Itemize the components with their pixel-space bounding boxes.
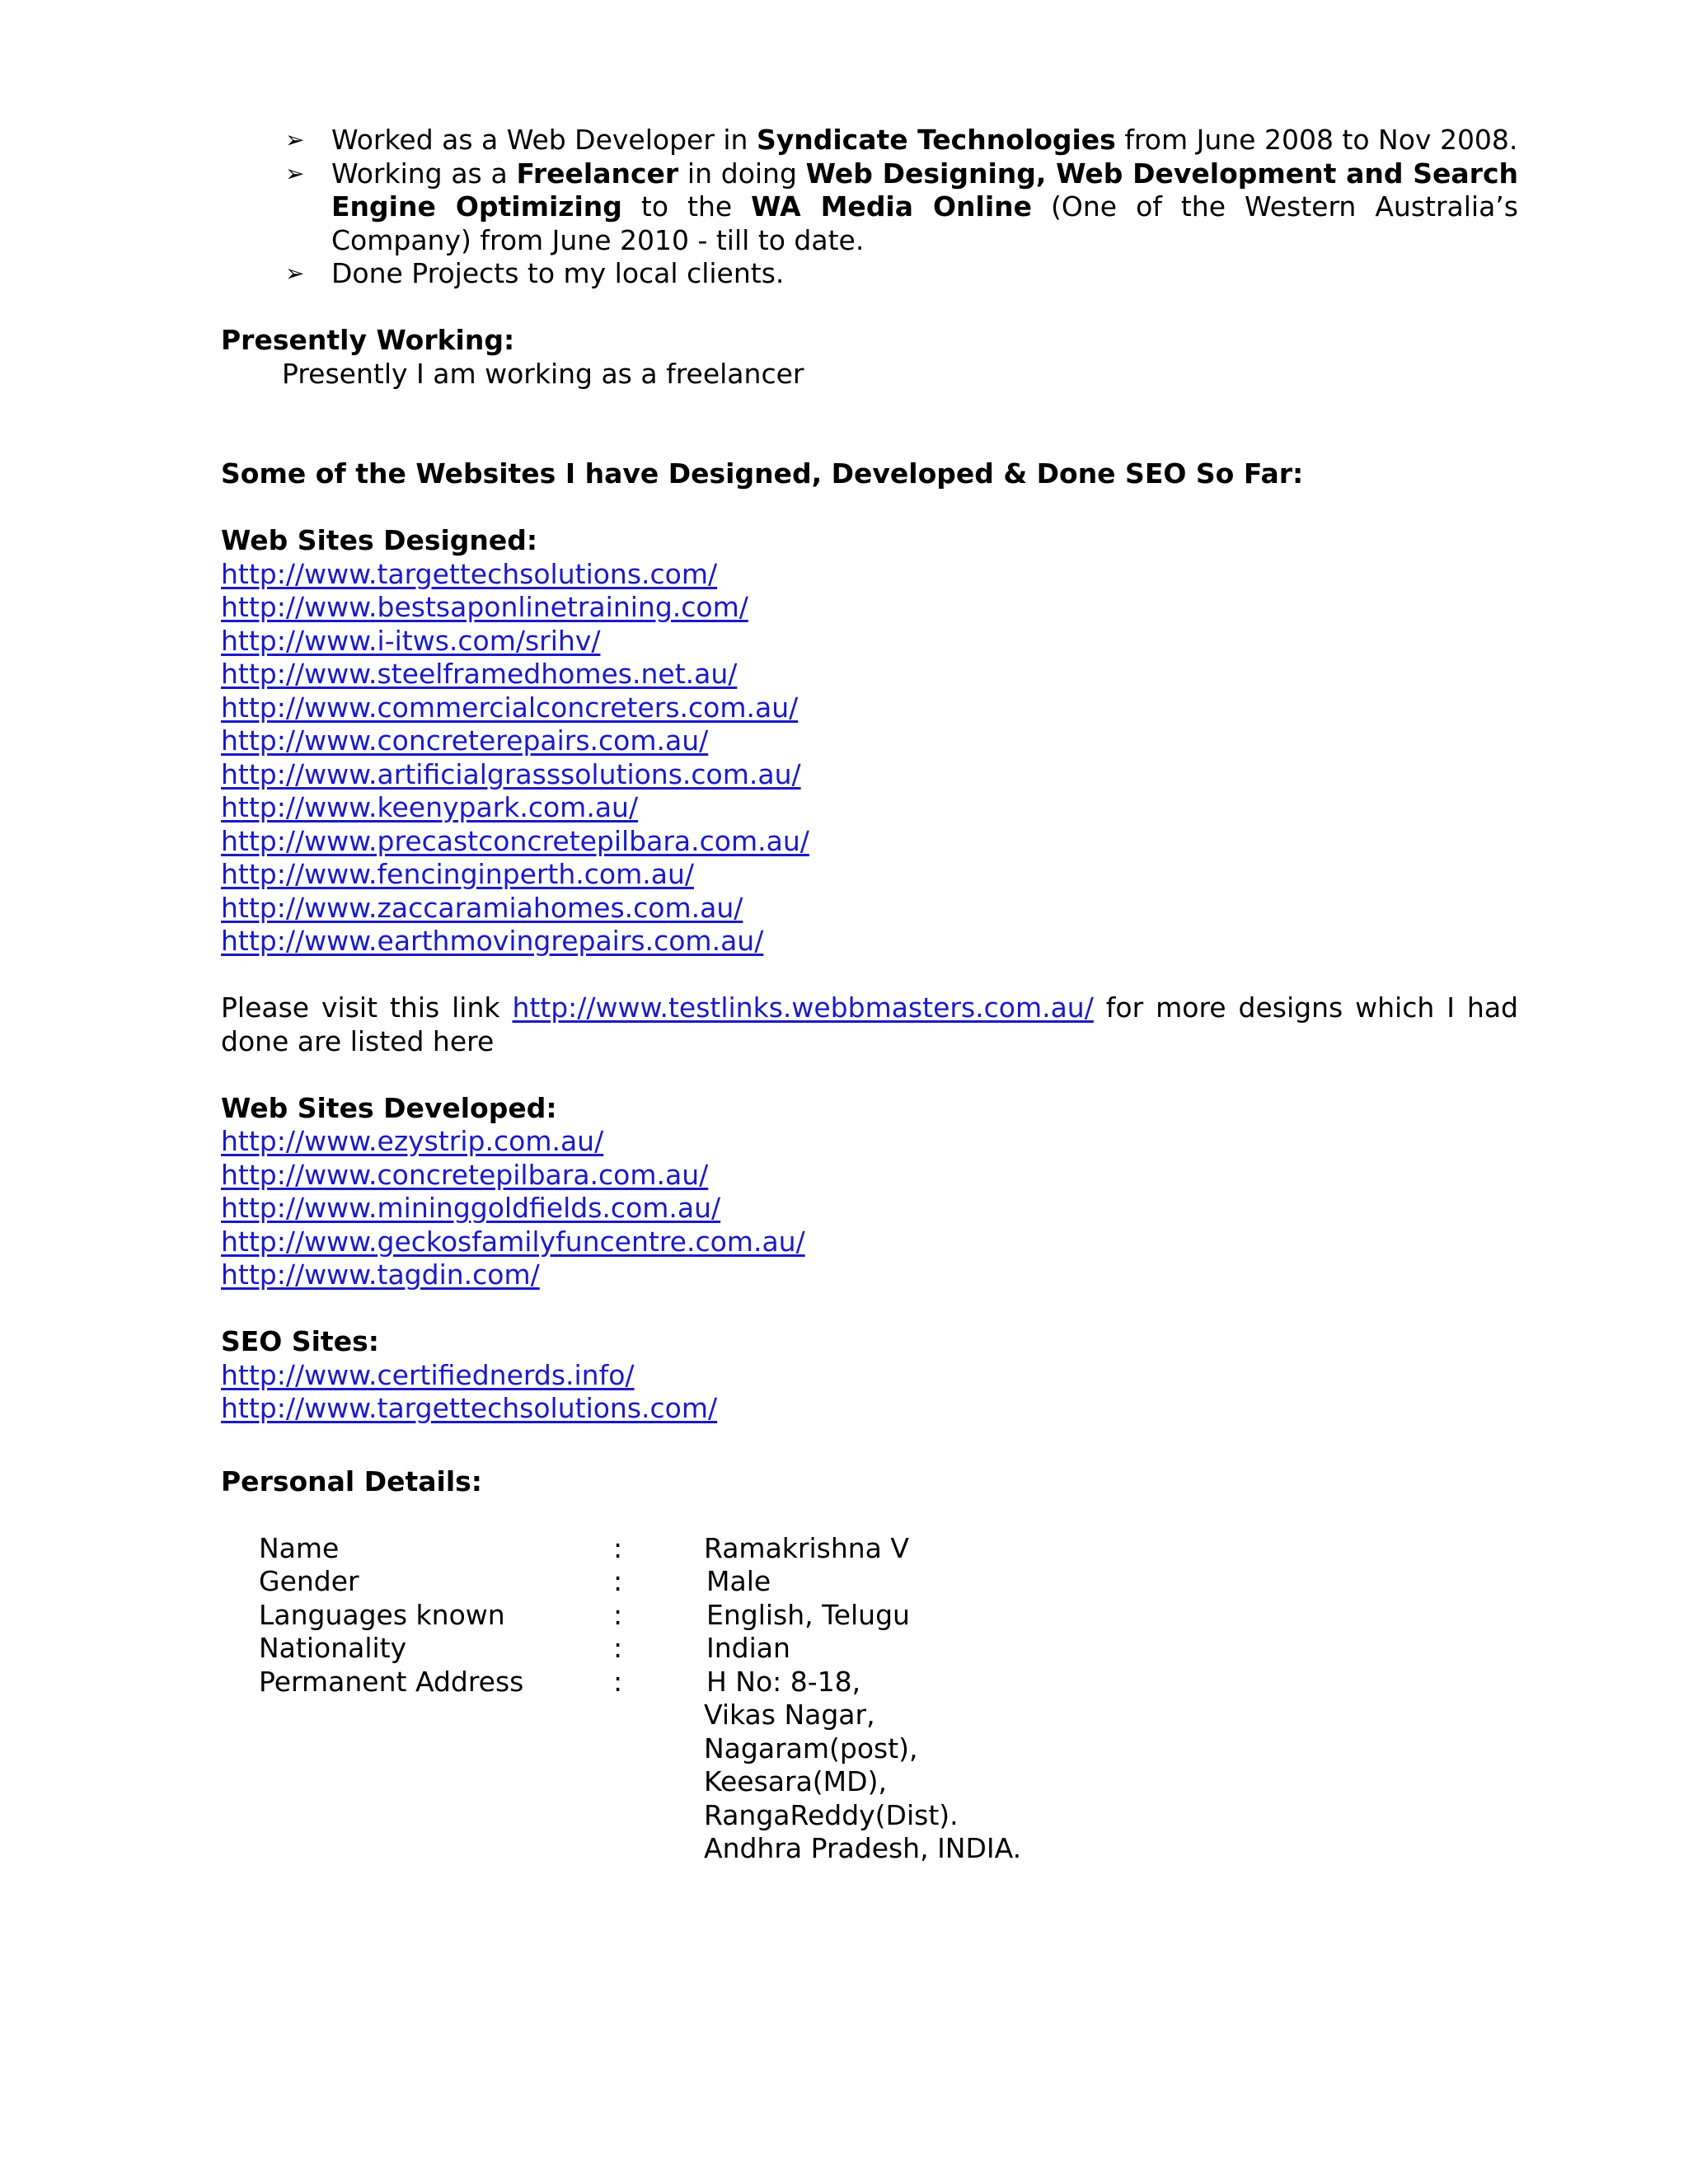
resume-page — [221, 124, 1518, 1866]
experience-text: Working as a — [331, 157, 517, 190]
detail-label: Nationality — [259, 1632, 407, 1664]
experience-list — [221, 124, 1518, 291]
detail-colon: : — [613, 1632, 623, 1664]
developed-link[interactable]: http://www.mininggoldfields.com.au/ — [221, 1192, 721, 1224]
presently-text: Presently I am working as a freelancer — [282, 357, 804, 390]
visit-paragraph — [221, 991, 1518, 1058]
detail-row-gender — [259, 1565, 1518, 1599]
designed-link[interactable]: http://www.commercialconcreters.com.au/ — [221, 691, 799, 724]
detail-row-languages — [259, 1599, 1518, 1633]
detail-value: Male — [706, 1565, 771, 1597]
personal-heading: Personal Details: — [221, 1465, 482, 1497]
experience-text: (One of the Western Australia’s Company) from June 2010 - till to date. — [331, 190, 1518, 256]
developed-link[interactable]: http://www.concretepilbara.com.au/ — [221, 1158, 709, 1191]
experience-item-syndicate — [221, 124, 1518, 157]
experience-text: Done Projects to my local clients. — [331, 257, 785, 289]
address-line: Nagaram(post), — [704, 1732, 918, 1765]
detail-colon: : — [613, 1565, 623, 1597]
arrow-bullet-icon: ➢ — [285, 126, 305, 153]
detail-value: English, Telugu — [706, 1598, 910, 1631]
experience-text: from June 2008 to Nov 2008. — [1115, 124, 1518, 156]
visit-text: for more designs which I had done are listed here — [221, 991, 1518, 1057]
detail-label: Permanent Address — [259, 1665, 524, 1698]
seo-links — [221, 1359, 1518, 1426]
websites-heading: Some of the Websites I have Designed, Developed & Done SEO So Far: — [221, 457, 1304, 490]
address-line: Vikas Nagar, — [704, 1699, 875, 1731]
designed-links — [221, 558, 1518, 958]
detail-label: Languages known — [259, 1598, 505, 1631]
experience-item-freelancer — [221, 157, 1518, 258]
personal-details-table — [259, 1532, 1518, 1866]
detail-label: Name — [259, 1531, 340, 1564]
designed-link[interactable]: http://www.zaccaramiahomes.com.au/ — [221, 891, 743, 924]
presently-heading: Presently Working: — [221, 324, 515, 356]
address-line: Keesara(MD), — [704, 1765, 887, 1797]
developed-link[interactable]: http://www.geckosfamilyfuncentre.com.au/ — [221, 1225, 805, 1258]
detail-colon: : — [613, 1665, 623, 1698]
visit-text: Please visit this link — [221, 991, 513, 1024]
detail-value: Indian — [706, 1632, 790, 1664]
designed-link[interactable]: http://www.concreterepairs.com.au/ — [221, 724, 709, 757]
designed-link[interactable]: http://www.precastconcretepilbara.com.au/ — [221, 824, 809, 857]
detail-colon: : — [613, 1598, 623, 1631]
detail-row-nationality — [259, 1632, 1518, 1666]
seo-link[interactable]: http://www.targettechsolutions.com/ — [221, 1392, 718, 1424]
company-name: Syndicate Technologies — [756, 124, 1116, 156]
developed-link[interactable]: http://www.ezystrip.com.au/ — [221, 1125, 604, 1157]
developed-heading: Web Sites Developed: — [221, 1091, 557, 1124]
address-line: H No: 8-18, — [706, 1665, 861, 1698]
seo-heading: SEO Sites: — [221, 1325, 379, 1357]
designed-heading: Web Sites Designed: — [221, 524, 538, 556]
detail-value: Ramakrishna V — [704, 1531, 909, 1564]
detail-label: Gender — [259, 1565, 359, 1597]
services: Web Designing, Web Development and Search Engine Optimizing — [331, 157, 1519, 223]
detail-colon: : — [613, 1531, 623, 1564]
seo-link[interactable]: http://www.certifiednerds.info/ — [221, 1358, 635, 1391]
designed-link[interactable]: http://www.bestsaponlinetraining.com/ — [221, 591, 748, 623]
address-line: RangaReddy(Dist). — [704, 1798, 959, 1831]
developed-links — [221, 1125, 1518, 1292]
experience-text: to the — [621, 190, 752, 223]
arrow-bullet-icon: ➢ — [285, 159, 305, 187]
designed-link[interactable]: http://www.artificialgrasssolutions.com.au/ — [221, 757, 801, 790]
detail-row-address — [259, 1666, 1518, 1866]
experience-item-local — [221, 257, 1518, 291]
company-name: WA Media Online — [751, 190, 1033, 223]
experience-text: Worked as a Web Developer in — [331, 124, 757, 156]
testlinks-link[interactable]: http://www.testlinks.webbmasters.com.au/ — [512, 991, 1094, 1024]
designed-link[interactable]: http://www.i-itws.com/srihv/ — [221, 624, 601, 657]
designed-link[interactable]: http://www.earthmovingrepairs.com.au/ — [221, 925, 764, 957]
designed-link[interactable]: http://www.fencinginperth.com.au/ — [221, 858, 695, 890]
arrow-bullet-icon: ➢ — [285, 260, 305, 287]
address-line: Andhra Pradesh, INDIA. — [704, 1832, 1022, 1864]
developed-link[interactable]: http://www.tagdin.com/ — [221, 1258, 540, 1291]
role-name: Freelancer — [516, 157, 679, 190]
experience-text: in doing — [678, 157, 806, 190]
detail-row-name — [259, 1532, 1518, 1566]
designed-link[interactable]: http://www.targettechsolutions.com/ — [221, 557, 718, 590]
designed-link[interactable]: http://www.steelframedhomes.net.au/ — [221, 658, 738, 690]
detail-value — [704, 1666, 1518, 1866]
designed-link[interactable]: http://www.keenypark.com.au/ — [221, 791, 639, 823]
